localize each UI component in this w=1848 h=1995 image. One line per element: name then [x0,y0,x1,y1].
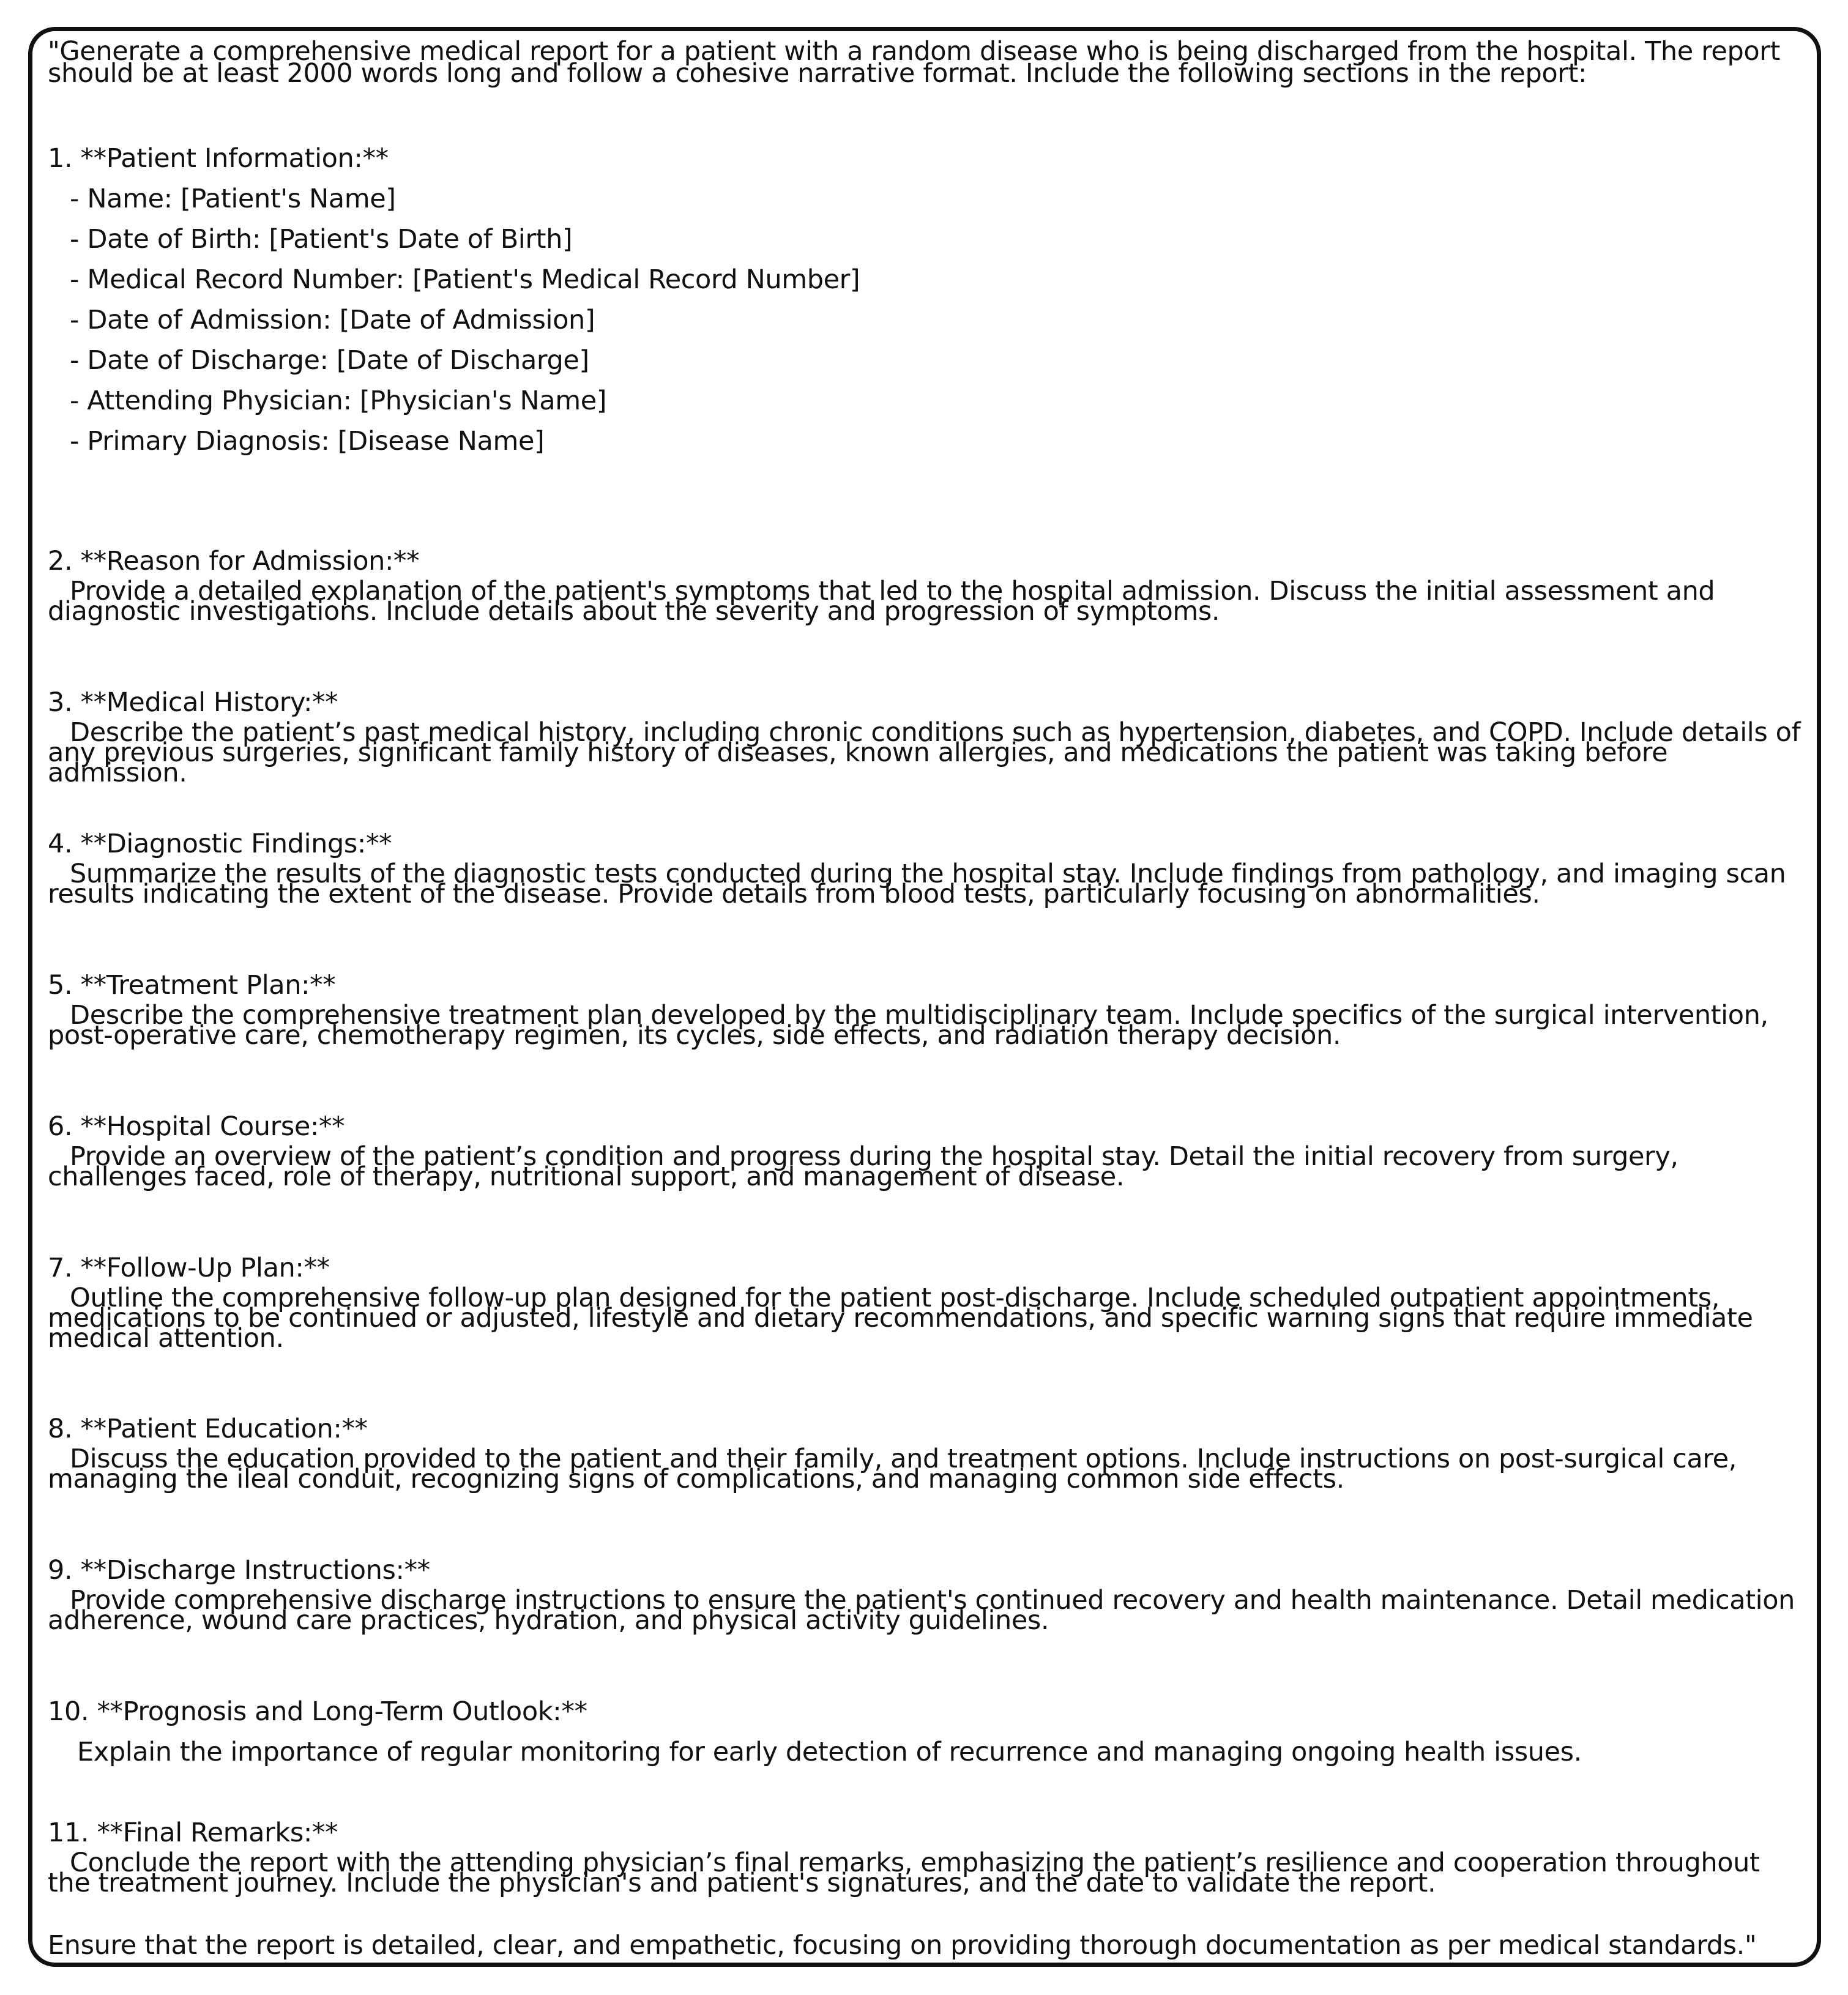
section-heading: 7. **Follow-Up Plan:** [48,1253,330,1283]
list-item: - Date of Birth: [Patient's Date of Birth] [70,224,573,255]
section-final-remarks [48,1813,1810,1898]
section-description: Discuss the education provided to the patient and their family, and treatment options. Include instructions on post-surgical care, managing the ileal conduit, recognizing signs of complications, and managing common side effects. [48,1444,1737,1494]
section-follow-up-plan [48,1248,1810,1354]
section-description: Describe the comprehensive treatment plan developed by the multidisciplinary team. Include specifics of the surgical intervention, post-operative care, chemotherapy regimen, its cycles, side effects, and radiation therapy decision. [48,1000,1768,1051]
section-treatment-plan [48,965,1810,1051]
section-prognosis [48,1691,1810,1772]
section-medical-history [48,682,1810,788]
section-heading: 11. **Final Remarks:** [48,1818,338,1848]
section-hospital-course [48,1106,1810,1192]
patient-info-list [48,179,1810,461]
section-patient-education [48,1409,1810,1494]
section-description: Conclude the report with the attending physician’s final remarks, emphasizing the patient’s resilience and cooperation throughout the treatment journey. Include the physician's and patient's signatures, and the date to validate the report. [48,1848,1760,1898]
section-heading: 2. **Reason for Admission:** [48,546,420,576]
list-item: - Date of Admission: [Date of Admission] [70,305,595,335]
section-description: Explain the importance of regular monitoring for early detection of recurrence and managing ongoing health issues. [77,1737,1582,1767]
list-item: - Name: [Patient's Name] [70,184,396,214]
section-heading: 6. **Hospital Course:** [48,1111,345,1142]
section-diagnostic-findings [48,824,1810,909]
list-item: - Primary Diagnosis: [Disease Name] [70,426,545,457]
section-description: Outline the comprehensive follow-up plan designed for the patient post-discharge. Include scheduled outpatient appointments, medications to be continued or adjusted, lifestyle and dietary recommendations, and specific warning signs that require immediate medical attention. [48,1283,1753,1354]
section-description: Provide a detailed explanation of the patient's symptoms that led to the hospital admission. Discuss the initial assessment and diagnostic investigations. Include details about the severity and progression of symptoms. [48,576,1715,627]
section-heading: 3. **Medical History:** [48,687,338,718]
prompt-text-body [48,36,1810,1961]
list-item: - Date of Discharge: [Date of Discharge] [70,345,589,376]
section-heading: 1. **Patient Information:** [48,143,389,174]
intro-paragraph: "Generate a comprehensive medical report for a patient with a random disease who is being discharged from the hospital. The report should be at least 2000 words long and follow a cohesive narrative format. Include the following sections in the report: [48,36,1781,89]
list-item: - Attending Physician: [Physician's Name] [70,386,607,416]
section-heading: 8. **Patient Education:** [48,1414,368,1444]
section-heading: 4. **Diagnostic Findings:** [48,829,392,859]
section-reason-for-admission [48,541,1810,627]
section-patient-information [48,138,1810,461]
section-heading: 5. **Treatment Plan:** [48,970,336,1001]
section-description: Summarize the results of the diagnostic tests conducted during the hospital stay. Include findings from pathology, and imaging scan results indicating the extent of the disease. Provide details from blood tests, particularly focusing on abnormalities. [48,859,1786,909]
section-description: Describe the patient’s past medical history, including chronic conditions such as hypertension, diabetes, and COPD. Include details of any previous surgeries, significant family history of diseases, known allergies, and medications the patient was taking before admission. [48,717,1801,788]
section-discharge-instructions [48,1550,1810,1636]
section-heading: 10. **Prognosis and Long-Term Outlook:** [48,1696,587,1727]
section-heading: 9. **Discharge Instructions:** [48,1555,430,1586]
section-description: Provide an overview of the patient’s condition and progress during the hospital stay. Detail the initial recovery from surgery, challenges faced, role of therapy, nutritional support, and management of disease. [48,1141,1678,1192]
section-description: Provide comprehensive discharge instructions to ensure the patient's continued recovery and health maintenance. Detail medication adherence, wound care practices, hydration, and physical activity guidelines. [48,1585,1795,1636]
list-item: - Medical Record Number: [Patient's Medical Record Number] [70,264,860,295]
closing-paragraph: Ensure that the report is detailed, clear, and empathetic, focusing on providing thorough documentation as per medical standards." [48,1930,1757,1961]
